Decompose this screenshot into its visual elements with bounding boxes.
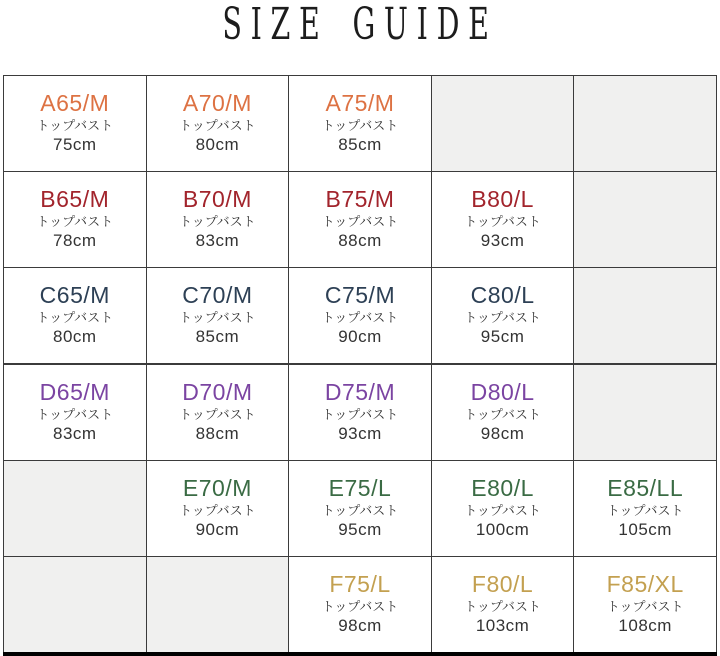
size-label: F80/L (471, 570, 534, 597)
size-cell (289, 557, 432, 655)
top-bust-label: トップバスト (179, 407, 256, 423)
top-bust-label: トップバスト (464, 503, 541, 519)
size-cell (289, 76, 432, 172)
empty-cell (4, 557, 147, 655)
top-bust-label: トップバスト (606, 503, 684, 519)
empty-cell (146, 557, 289, 655)
bust-value: 105cm (618, 520, 672, 540)
size-label: B80/L (471, 185, 534, 212)
size-label: C75/M (324, 281, 396, 308)
bust-value: 108cm (618, 616, 672, 636)
top-bust-label: トップバスト (36, 118, 114, 134)
size-label: C80/L (470, 281, 535, 308)
size-row-c (4, 268, 717, 365)
top-bust-label: トップバスト (321, 118, 399, 134)
bust-value: 95cm (338, 520, 382, 540)
top-bust-label: トップバスト (464, 214, 541, 230)
top-bust-label: トップバスト (179, 214, 256, 230)
size-label: B70/M (182, 185, 252, 212)
top-bust-label: トップバスト (321, 599, 399, 615)
empty-cell (574, 76, 717, 172)
bust-value: 95cm (480, 327, 525, 347)
page-title: SIZE GUIDE (222, 0, 498, 50)
size-label: D70/M (182, 378, 253, 405)
bust-value: 93cm (480, 231, 525, 251)
size-label: D65/M (39, 378, 110, 405)
size-cell (289, 268, 432, 365)
size-label: A70/M (182, 89, 252, 116)
top-bust-label: トップバスト (179, 503, 256, 519)
size-guide-table (3, 75, 717, 656)
size-cell (146, 461, 289, 557)
size-label: E80/L (471, 474, 534, 501)
bust-value: 80cm (53, 327, 97, 347)
size-label: E70/M (182, 474, 252, 501)
bust-value: 85cm (195, 327, 240, 347)
size-cell (289, 172, 432, 268)
bust-value: 93cm (338, 424, 382, 444)
size-label: B75/M (325, 185, 395, 212)
bust-value: 88cm (195, 424, 240, 444)
bust-value: 85cm (338, 135, 382, 155)
size-cell (431, 172, 574, 268)
size-cell (289, 364, 432, 461)
size-label: A75/M (325, 89, 395, 116)
bust-value: 98cm (338, 616, 382, 636)
size-cell (431, 557, 574, 655)
size-label: C65/M (39, 281, 110, 308)
bust-value: 103cm (475, 616, 530, 636)
size-row-d (4, 364, 717, 461)
bust-value: 88cm (338, 231, 382, 251)
size-cell (431, 461, 574, 557)
empty-cell (574, 172, 717, 268)
bust-value: 100cm (475, 520, 530, 540)
size-row-a (4, 76, 717, 172)
size-label: E75/L (328, 474, 392, 501)
top-bust-label: トップバスト (321, 214, 399, 230)
size-cell (146, 76, 289, 172)
size-cell (4, 364, 147, 461)
top-bust-label: トップバスト (179, 118, 256, 134)
top-bust-label: トップバスト (464, 310, 541, 326)
size-label: D80/L (470, 378, 535, 405)
size-label: F75/L (329, 570, 391, 597)
size-cell (431, 364, 574, 461)
size-label: C70/M (182, 281, 253, 308)
bust-value: 90cm (338, 327, 382, 347)
size-cell (4, 76, 147, 172)
size-cell (4, 268, 147, 365)
bust-value: 83cm (53, 424, 97, 444)
top-bust-label: トップバスト (36, 214, 114, 230)
size-row-f (4, 557, 717, 655)
size-cell (146, 364, 289, 461)
empty-cell (574, 364, 717, 461)
top-bust-label: トップバスト (36, 310, 114, 326)
size-label: A65/M (40, 89, 110, 116)
size-label: F85/XL (606, 570, 684, 597)
bust-value: 78cm (53, 231, 97, 251)
top-bust-label: トップバスト (464, 407, 541, 423)
empty-cell (4, 461, 147, 557)
size-label: B65/M (40, 185, 110, 212)
empty-cell (431, 76, 574, 172)
size-label: E85/LL (607, 474, 684, 501)
top-bust-label: トップバスト (321, 407, 399, 423)
size-cell (289, 461, 432, 557)
size-cell (4, 172, 147, 268)
top-bust-label: トップバスト (606, 599, 684, 615)
size-label: D75/M (324, 378, 396, 405)
top-bust-label: トップバスト (179, 310, 256, 326)
bust-value: 98cm (480, 424, 525, 444)
size-cell (146, 172, 289, 268)
size-cell (574, 461, 717, 557)
size-cell (574, 557, 717, 655)
bust-value: 75cm (53, 135, 97, 155)
top-bust-label: トップバスト (464, 599, 541, 615)
top-bust-label: トップバスト (321, 503, 399, 519)
size-cell (431, 268, 574, 365)
empty-cell (574, 268, 717, 365)
size-cell (146, 268, 289, 365)
size-row-e (4, 461, 717, 557)
bust-value: 80cm (195, 135, 240, 155)
top-bust-label: トップバスト (36, 407, 114, 423)
size-row-b (4, 172, 717, 268)
bust-value: 90cm (195, 520, 240, 540)
page-header (0, 0, 720, 72)
top-bust-label: トップバスト (321, 310, 399, 326)
bust-value: 83cm (195, 231, 240, 251)
